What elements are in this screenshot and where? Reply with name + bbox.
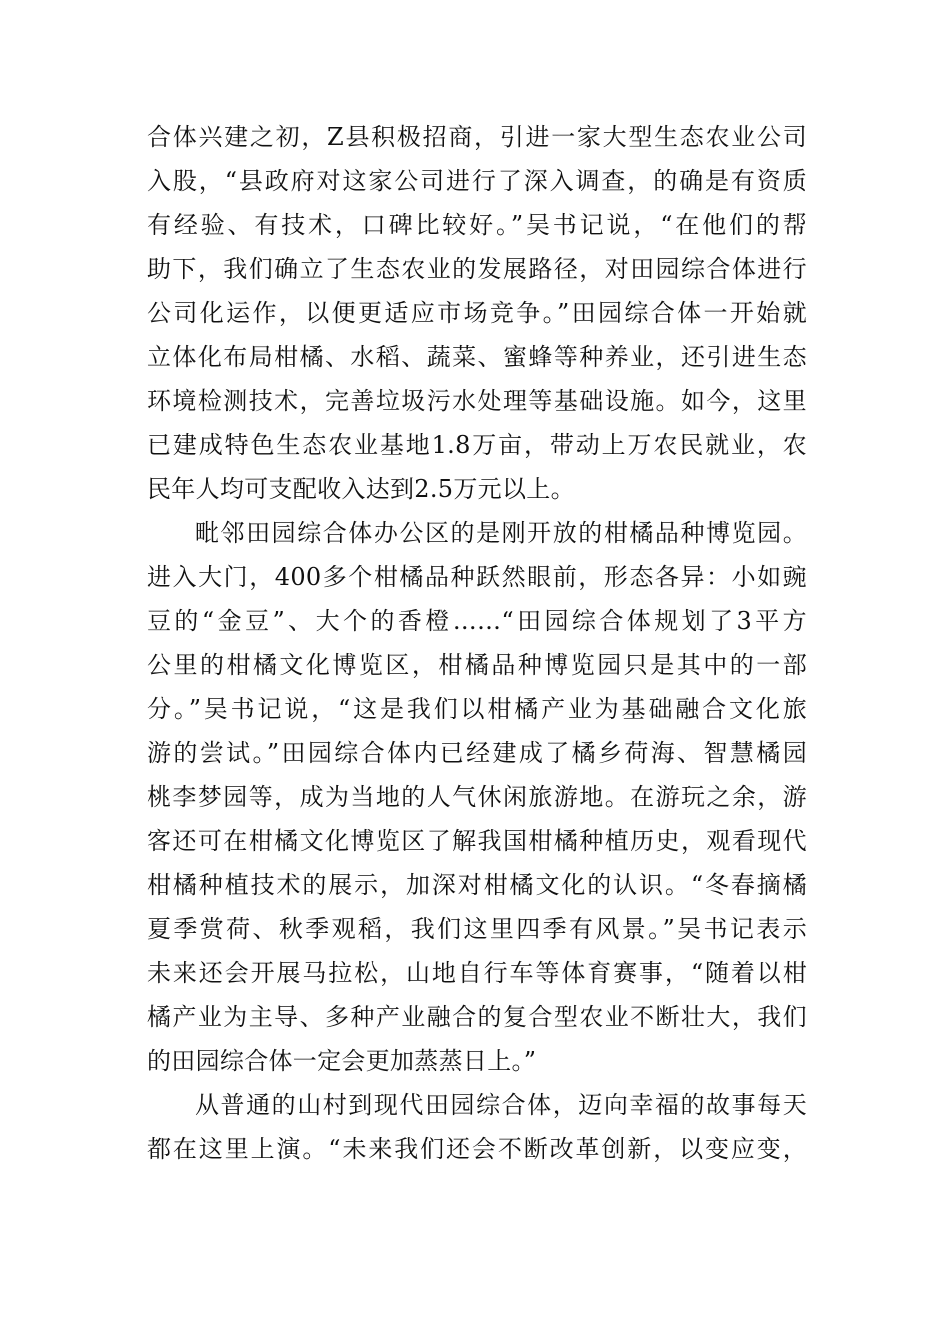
text-line: 有经验、有技术，口碑比较好。”吴书记说，“在他们的帮 bbox=[147, 211, 807, 239]
text-line: 从普通的山村到现代田园综合体，迈向幸福的故事每天 bbox=[195, 1091, 807, 1119]
text-line: 环境检测技术，完善垃圾污水处理等基础设施。如今，这里 bbox=[147, 387, 807, 415]
text-line: 已建成特色生态农业基地1.8万亩，带动上万农民就业，农 bbox=[147, 431, 807, 459]
paragraph-3 bbox=[147, 1083, 807, 1171]
text-line: 柑橘种植技术的展示，加深对柑橘文化的认识。“冬春摘橘 bbox=[147, 871, 807, 899]
text-line: 公里的柑橘文化博览区，柑橘品种博览园只是其中的一部 bbox=[147, 651, 807, 679]
text-line: 合体兴建之初，Z县积极招商，引进一家大型生态农业公司 bbox=[147, 123, 807, 151]
text-line: 立体化布局柑橘、水稻、蔬菜、蜜蜂等种养业，还引进生态 bbox=[147, 343, 807, 371]
text-line: 客还可在柑橘文化博览区了解我国柑橘种植历史，观看现代 bbox=[147, 827, 807, 855]
text-line: 助下，我们确立了生态农业的发展路径，对田园综合体进行 bbox=[147, 255, 807, 283]
text-line: 未来还会开展马拉松，山地自行车等体育赛事，“随着以柑 bbox=[147, 959, 807, 987]
text-line: 公司化运作，以便更适应市场竞争。”田园综合体一开始就 bbox=[147, 299, 807, 327]
text-line: 进入大门，400多个柑橘品种跃然眼前，形态各异：小如豌 bbox=[147, 563, 807, 591]
text-line: 都在这里上演。“未来我们还会不断改革创新，以变应变， bbox=[147, 1135, 807, 1163]
text-line: 桃李梦园等，成为当地的人气休闲旅游地。在游玩之余，游 bbox=[147, 783, 807, 811]
text-line: 夏季赏荷、秋季观稻，我们这里四季有风景。”吴书记表示 bbox=[147, 915, 807, 943]
text-line: 民年人均可支配收入达到2.5万元以上。 bbox=[147, 475, 575, 503]
text-line: 分。”吴书记说，“这是我们以柑橘产业为基础融合文化旅 bbox=[147, 695, 807, 723]
paragraph-1 bbox=[147, 115, 807, 511]
article-body bbox=[147, 115, 807, 1171]
text-line: 毗邻田园综合体办公区的是刚开放的柑橘品种博览园。 bbox=[195, 519, 807, 547]
text-line: 橘产业为主导、多种产业融合的复合型农业不断壮大，我们 bbox=[147, 1003, 807, 1031]
text-line: 游的尝试。”田园综合体内已经建成了橘乡荷海、智慧橘园 bbox=[147, 739, 807, 767]
text-line: 豆的“金豆”、大个的香橙……“田园综合体规划了3平方 bbox=[147, 607, 807, 635]
paragraph-2 bbox=[147, 511, 807, 1083]
text-line: 的田园综合体一定会更加蒸蒸日上。” bbox=[147, 1047, 537, 1075]
text-line: 入股，“县政府对这家公司进行了深入调查，的确是有资质 bbox=[147, 167, 807, 195]
